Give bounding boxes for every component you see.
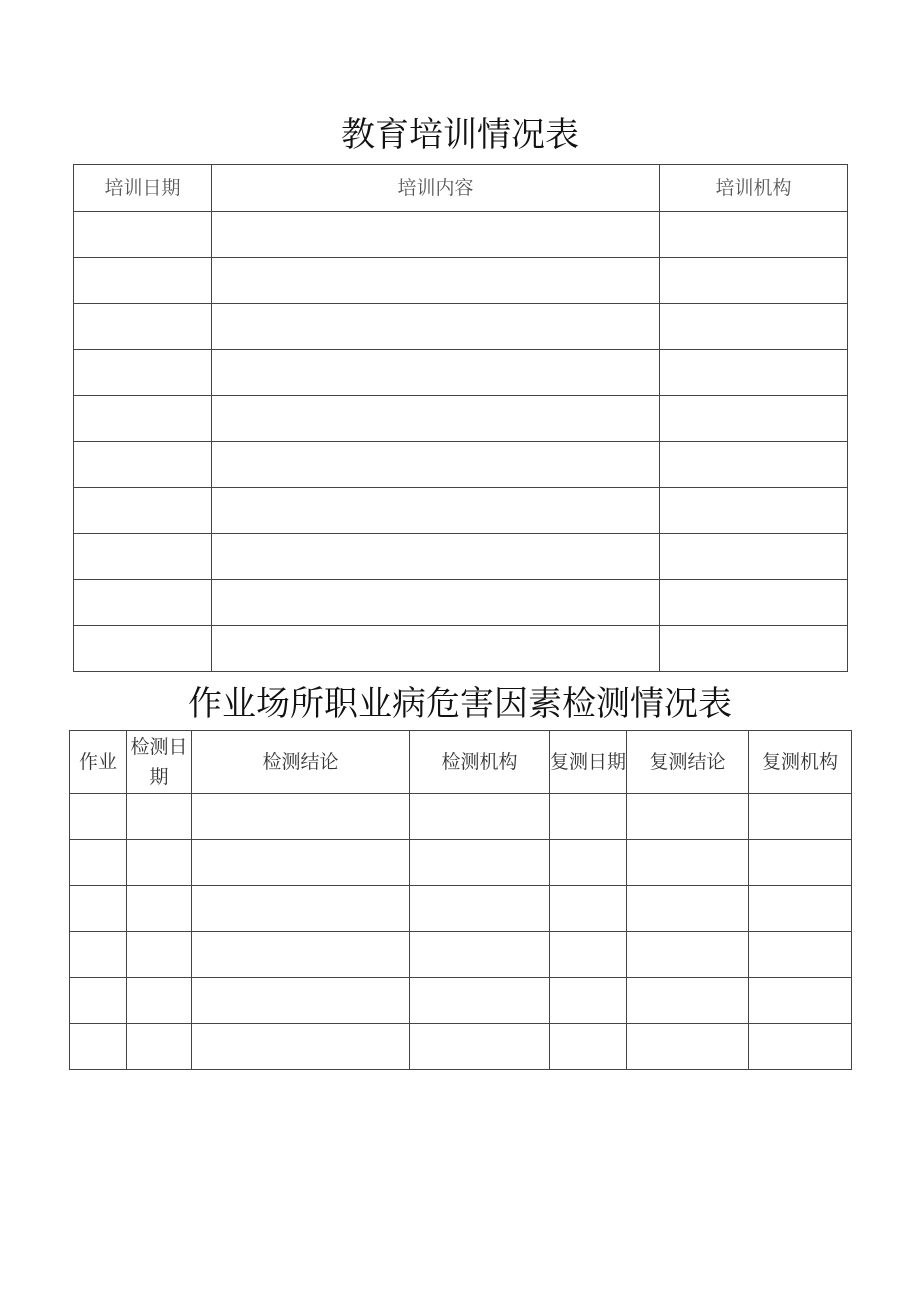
table-cell[interactable]: [627, 978, 749, 1024]
table-cell[interactable]: [70, 794, 127, 840]
table-cell[interactable]: [550, 840, 627, 886]
table-cell[interactable]: [74, 304, 212, 350]
table-cell[interactable]: [127, 794, 192, 840]
table-cell[interactable]: [550, 978, 627, 1024]
header-detection-date: 检测日期: [127, 731, 192, 794]
table-cell[interactable]: [550, 932, 627, 978]
table-cell[interactable]: [74, 534, 212, 580]
table-cell[interactable]: [127, 978, 192, 1024]
table-cell[interactable]: [212, 258, 660, 304]
table-row: [74, 488, 848, 534]
header-work: 作业: [70, 731, 127, 794]
table-cell[interactable]: [127, 886, 192, 932]
table-cell[interactable]: [192, 978, 410, 1024]
header-retest-institution: 复测机构: [749, 731, 852, 794]
table-row: [74, 350, 848, 396]
table-cell[interactable]: [192, 840, 410, 886]
table-cell[interactable]: [660, 304, 848, 350]
table-cell[interactable]: [127, 1024, 192, 1070]
table-row: [70, 932, 852, 978]
table-cell[interactable]: [212, 442, 660, 488]
table-cell[interactable]: [660, 350, 848, 396]
table-row: [70, 978, 852, 1024]
table-cell[interactable]: [212, 580, 660, 626]
table-cell[interactable]: [749, 932, 852, 978]
table-cell[interactable]: [410, 886, 550, 932]
detection-table-title: 作业场所职业病危害因素检测情况表: [188, 684, 732, 724]
table-cell[interactable]: [127, 840, 192, 886]
table-cell[interactable]: [212, 488, 660, 534]
table-cell[interactable]: [74, 442, 212, 488]
table-cell[interactable]: [192, 932, 410, 978]
table-cell[interactable]: [410, 794, 550, 840]
table-cell[interactable]: [410, 1024, 550, 1070]
header-training-content: 培训内容: [212, 165, 660, 212]
header-retest-conclusion: 复测结论: [627, 731, 749, 794]
training-table-title: 教育培训情况表: [341, 115, 579, 155]
header-training-institution: 培训机构: [660, 165, 848, 212]
table-cell[interactable]: [212, 350, 660, 396]
table-cell[interactable]: [627, 840, 749, 886]
table-cell[interactable]: [660, 534, 848, 580]
table-cell[interactable]: [660, 258, 848, 304]
table-cell[interactable]: [627, 794, 749, 840]
table-row: [74, 304, 848, 350]
table-cell[interactable]: [212, 534, 660, 580]
table-row: [70, 794, 852, 840]
table-row: [74, 626, 848, 672]
table-cell[interactable]: [660, 396, 848, 442]
table-cell[interactable]: [212, 212, 660, 258]
table-cell[interactable]: [74, 580, 212, 626]
header-detection-institution: 检测机构: [410, 731, 550, 794]
table-cell[interactable]: [127, 932, 192, 978]
table-cell[interactable]: [749, 886, 852, 932]
header-training-date: 培训日期: [74, 165, 212, 212]
table-cell[interactable]: [70, 932, 127, 978]
table-row: [70, 886, 852, 932]
table-cell[interactable]: [660, 212, 848, 258]
table-cell[interactable]: [70, 1024, 127, 1070]
table-cell[interactable]: [410, 840, 550, 886]
table-cell[interactable]: [550, 794, 627, 840]
table-cell[interactable]: [749, 1024, 852, 1070]
table-row: [74, 212, 848, 258]
table-cell[interactable]: [70, 840, 127, 886]
detection-table: [69, 730, 852, 1070]
table-cell[interactable]: [74, 396, 212, 442]
header-retest-date: 复测日期: [550, 731, 627, 794]
table-cell[interactable]: [74, 626, 212, 672]
table-cell[interactable]: [70, 886, 127, 932]
table-cell[interactable]: [410, 978, 550, 1024]
table-cell[interactable]: [749, 794, 852, 840]
table-cell[interactable]: [550, 1024, 627, 1070]
table-cell[interactable]: [192, 794, 410, 840]
table-cell[interactable]: [410, 932, 550, 978]
table-cell[interactable]: [749, 978, 852, 1024]
table-row: [70, 840, 852, 886]
table-cell[interactable]: [212, 396, 660, 442]
table-cell[interactable]: [74, 258, 212, 304]
table-cell[interactable]: [749, 840, 852, 886]
table-cell[interactable]: [660, 580, 848, 626]
table-row: [74, 534, 848, 580]
table-cell[interactable]: [660, 488, 848, 534]
table-row: [74, 580, 848, 626]
table-cell[interactable]: [192, 1024, 410, 1070]
table-cell[interactable]: [660, 442, 848, 488]
table-cell[interactable]: [550, 886, 627, 932]
table-header-row: [70, 731, 852, 794]
table-cell[interactable]: [212, 626, 660, 672]
table-cell[interactable]: [192, 886, 410, 932]
table-cell[interactable]: [70, 978, 127, 1024]
table-cell[interactable]: [74, 488, 212, 534]
table-cell[interactable]: [212, 304, 660, 350]
table-cell[interactable]: [627, 886, 749, 932]
table-cell[interactable]: [74, 212, 212, 258]
table-row: [74, 396, 848, 442]
table-row: [70, 1024, 852, 1070]
table-row: [74, 258, 848, 304]
training-table: [73, 164, 848, 672]
table-cell[interactable]: [627, 932, 749, 978]
table-row: [74, 442, 848, 488]
table-cell[interactable]: [627, 1024, 749, 1070]
table-cell[interactable]: [74, 350, 212, 396]
table-cell[interactable]: [660, 626, 848, 672]
header-detection-conclusion: 检测结论: [192, 731, 410, 794]
table-header-row: [74, 165, 848, 212]
